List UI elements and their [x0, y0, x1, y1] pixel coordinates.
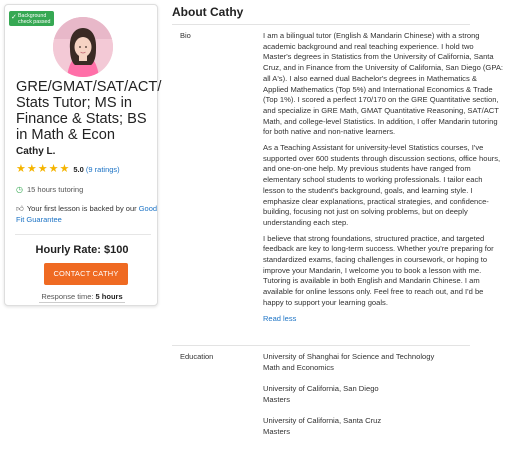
hours-tutoring-text: 15 hours tutoring: [26, 185, 84, 194]
star-icon: ★: [16, 163, 26, 175]
good-fit-guarantee: [16, 203, 158, 225]
avatar-photo: [53, 17, 113, 77]
guarantee-text: Your first lesson is backed by our: [26, 204, 137, 213]
education-degree: Masters: [263, 394, 291, 404]
hours-tutoring: [16, 185, 83, 194]
bio-paragraph: I believe that strong foundations, structured practice, and targeted feedback are key to long-term success. Whether you're preparing for standardized exams, facing challenges in coursework, or hoping to improve your Mandarin, I welcome you to book a lesson with me. Tutoring is available in both English and Mandarin Chinese. I am available for online lessons only. Feel free to reach out, and I'd be happy to support your learning goals.: [263, 233, 494, 307]
bio-paragraph: As a Teaching Assistant for university-level Statistics courses, I've supported over 600 students through discussion sections, office hours, and one-on-one help. My previous students have ranged from elementary school students to working professionals. I tailor each lesson to the student's background, goals, and learning style. I emphasize clear explanations, practical strategies, and confidence-building, focusing not just on solving problems, but on deeply understanding each step.: [263, 143, 501, 227]
education-school: University of California, San Diego: [263, 383, 379, 393]
education-item: [263, 384, 503, 405]
good-fit-guarantee-link[interactable]: Good Fit Guarantee: [16, 204, 158, 224]
education-school: University of Shanghai for Science and Technology: [263, 352, 435, 361]
rating-row: [16, 164, 120, 175]
check-icon: ✓: [11, 14, 17, 21]
clock-icon: ◷: [16, 185, 23, 194]
education-list: [263, 352, 503, 448]
background-check-badge: [9, 11, 54, 26]
badge-line-1: Background: [18, 12, 47, 19]
education-degree: Math and Economics: [263, 362, 334, 372]
profile-card: [4, 4, 162, 306]
badge-line-2: check passed: [18, 18, 51, 25]
response-time-value: 5 hours: [95, 292, 123, 301]
star-icon: ★: [48, 163, 59, 175]
star-icon: ★: [26, 163, 37, 175]
education-label: Education: [180, 352, 214, 361]
contact-button[interactable]: CONTACT CATHY: [44, 263, 128, 285]
star-icon: ★: [59, 163, 70, 175]
rating-text: [73, 165, 119, 174]
star-icon: ★: [37, 163, 48, 175]
hourly-rate: Hourly Rate: $100: [35, 244, 129, 256]
rating-count-link[interactable]: (9 ratings): [85, 165, 120, 174]
education-item: [263, 416, 503, 437]
response-time-label: Response time:: [41, 292, 94, 301]
tutor-name: Cathy L.: [16, 146, 56, 157]
education-divider: [172, 345, 470, 346]
thumbs-up-icon: 👍︎: [16, 204, 24, 213]
bio-label: Bio: [180, 31, 191, 40]
card-divider: [15, 234, 151, 235]
education-school: University of California, Santa Cruz: [263, 415, 382, 425]
about-divider-top: [172, 24, 470, 25]
about-heading: About Cathy: [172, 5, 244, 19]
bio-paragraph: I am a bilingual tutor (English & Mandarin Chinese) with a strong academic background and real teaching experience. I hold two Master's degrees in Statistics from the University of California, Santa Cruz, and in Finance from the University of California, San Diego (GPA: all A's). I also earned dual Bachelor's degrees in Mathematics & Applied Mathematics (Top 5%) and International Economics & Trade (Top 1%). I scored a perfect 170/170 on the GRE Quantitative section, and specialize in GRE Math, GMAT Quantitative Reasoning, SAT/ACT Math, and college-level Statistics. In addition, I offer Mandarin tutoring for both native and non-native learners.: [263, 31, 504, 137]
tutor-title: GRE/GMAT/SAT/ACT/ Stats Tutor; MS in Finance & Stats; BS in Math & Econ: [16, 79, 162, 143]
bio-section: [263, 31, 503, 329]
response-time: [5, 292, 159, 303]
read-less-link[interactable]: Read less: [263, 313, 297, 323]
education-degree: Masters: [263, 426, 291, 436]
rating-value: 5.0: [73, 165, 84, 174]
education-item: [263, 352, 503, 373]
avatar[interactable]: [53, 17, 113, 77]
